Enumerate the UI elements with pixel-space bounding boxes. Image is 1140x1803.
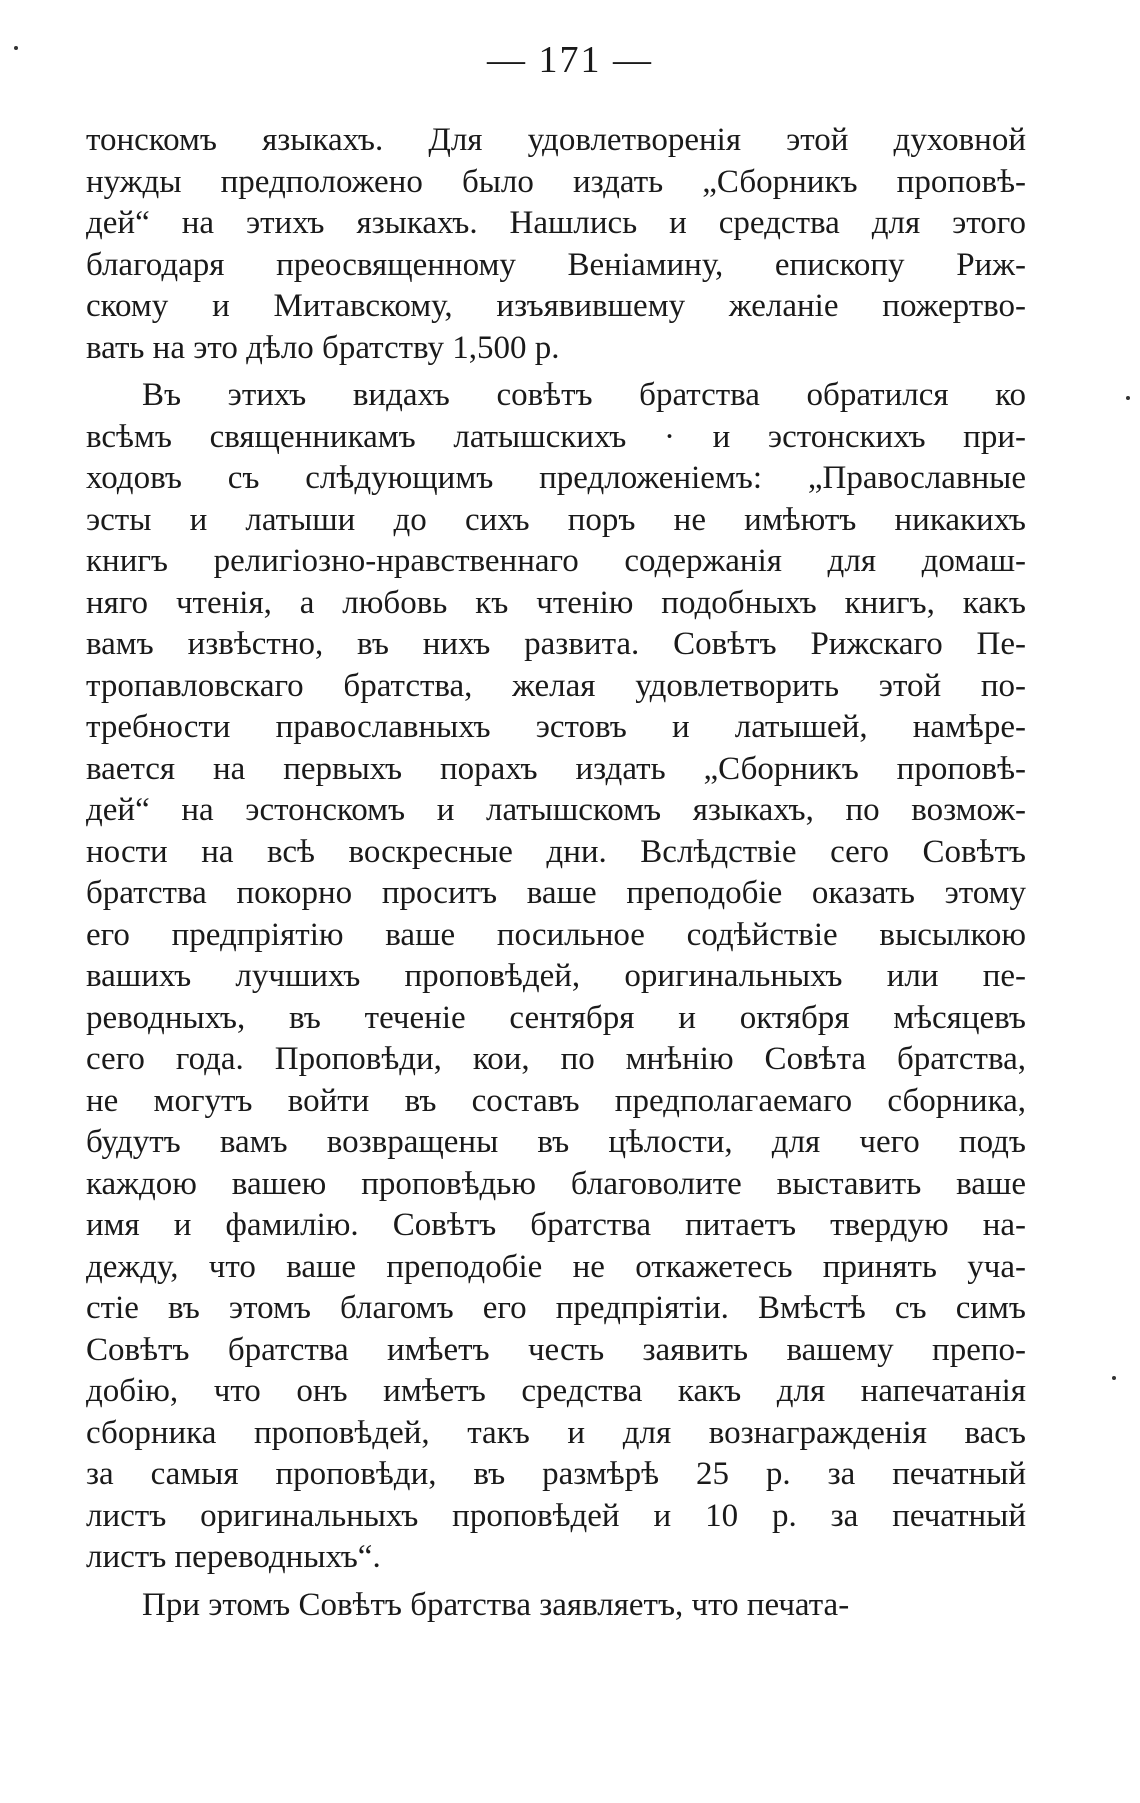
body-text (86, 120, 1026, 1626)
print-speck (14, 46, 18, 50)
text-line: имя и фамилію. Совѣтъ братства питаетъ твердую на- (86, 1207, 1026, 1243)
text-line: эсты и латыши до сихъ поръ не имѣютъ никакихъ (86, 501, 1026, 538)
text-line: Въ этихъ видахъ совѣтъ братства обратился ко (142, 377, 1026, 413)
text-line: реводныхъ, въ теченіе сентября и октября мѣсяцевъ (86, 999, 1026, 1036)
page-number: — 171 — (487, 39, 653, 81)
text-line: дей“ на эстонскомъ и латышскомъ языкахъ, по возмож- (86, 792, 1026, 828)
print-speck (1126, 396, 1130, 400)
text-line: стіе въ этомъ благомъ его предпріятіи. Вмѣстѣ съ симъ (86, 1290, 1026, 1326)
text-line: При этомъ Совѣтъ братства заявляетъ, что печата- (142, 1586, 850, 1623)
text-line: нужды предположено было издать „Сборникъ проповѣ- (86, 163, 1026, 200)
text-line: за самыя проповѣди, въ размѣрѣ 25 р. за печатный (86, 1456, 1026, 1492)
paragraph (86, 120, 1026, 369)
text-line: листъ переводныхъ“. (86, 1539, 381, 1575)
text-line: его предпріятію ваше посильное содѣйствіе высылкою (86, 916, 1026, 953)
text-line: вается на первыхъ порахъ издать „Сборникъ проповѣ- (86, 750, 1026, 787)
text-line: книгъ религіозно-нравственнаго содержанія для домаш- (86, 543, 1026, 579)
text-line: тропавловскаго братства, желая удовлетворить этой по- (86, 667, 1026, 704)
text-line: вать на это дѣло братству 1,500 р. (86, 329, 560, 366)
text-line: ходовъ съ слѣдующимъ предложеніемъ: „Православные (86, 460, 1026, 496)
text-line: добію, что онъ имѣетъ средства какъ для напечатанія (86, 1373, 1026, 1409)
text-line: сборника проповѣдей, такъ и для вознагражденія васъ (86, 1414, 1026, 1451)
text-line: братства покорно проситъ ваше преподобіе оказать этому (86, 875, 1026, 911)
text-line: дей“ на этихъ языкахъ. Нашлись и средства для этого (86, 205, 1026, 241)
text-line: будутъ вамъ возвращены въ цѣлости, для чего подъ (86, 1124, 1026, 1160)
text-line: требности православныхъ эстовъ и латышей, намѣре- (86, 709, 1026, 745)
text-line: ности на всѣ воскресные дни. Вслѣдствіе сего Совѣтъ (86, 833, 1026, 870)
paragraph (86, 375, 1026, 1579)
text-line: сего года. Проповѣди, кои, по мнѣнію Совѣта братства, (86, 1041, 1026, 1077)
text-line: няго чтенія, а любовь къ чтенію подобныхъ книгъ, какъ (86, 584, 1026, 621)
text-line: не могутъ войти въ составъ предполагаемаго сборника, (86, 1082, 1026, 1119)
paragraph (86, 1585, 1026, 1627)
text-line: всѣмъ священникамъ латышскихъ · и эстонскихъ при- (86, 418, 1026, 455)
text-line: благодаря преосвященному Веніамину, епископу Риж- (86, 246, 1026, 283)
text-line: вашихъ лучшихъ проповѣдей, оригинальныхъ или пе- (86, 958, 1026, 994)
text-line: листъ оригинальныхъ проповѣдей и 10 р. за печатный (86, 1497, 1026, 1534)
text-line: дежду, что ваше преподобіе не откажетесь принять уча- (86, 1248, 1026, 1285)
text-line: тонскомъ языкахъ. Для удовлетворенія этой духовной (86, 122, 1026, 158)
text-line: скому и Митавскому, изъявившему желаніе пожертво- (86, 288, 1026, 324)
text-line: вамъ извѣстно, въ нихъ развита. Совѣтъ Рижскаго Пе- (86, 626, 1026, 662)
text-line: Совѣтъ братства имѣетъ честь заявить вашему препо- (86, 1331, 1026, 1368)
print-speck (1112, 1376, 1116, 1380)
text-line: каждою вашею проповѣдью благоволите выставить ваше (86, 1165, 1026, 1202)
